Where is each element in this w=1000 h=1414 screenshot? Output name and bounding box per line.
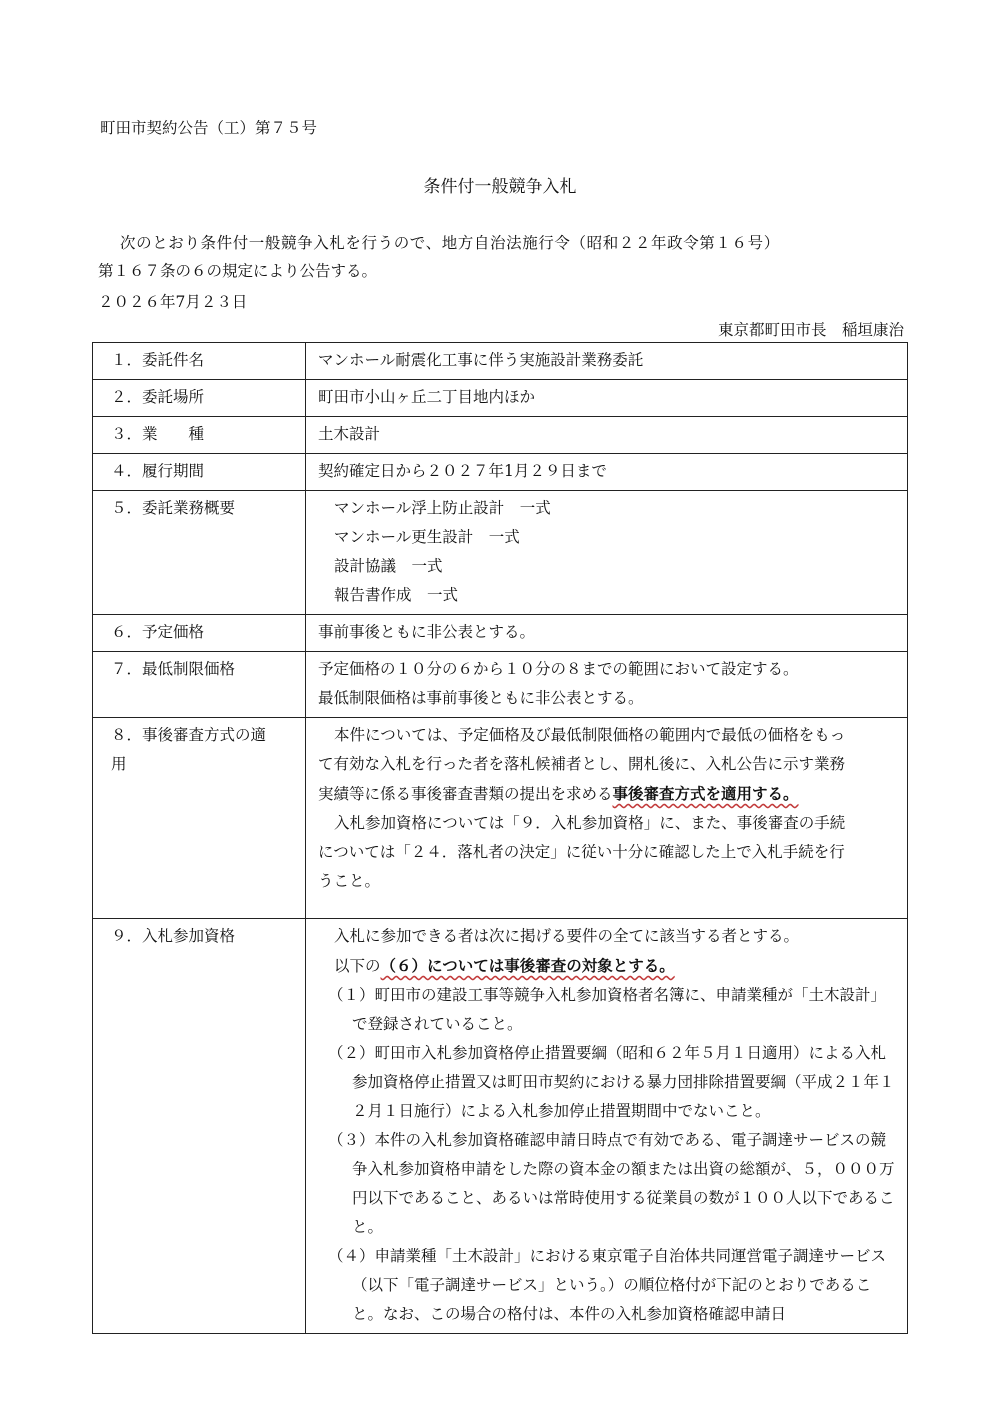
value-line: 入札参加資格については「９．入札参加資格」に、また、事後審査の手続 — [334, 814, 846, 832]
row-value — [306, 718, 908, 919]
row-label: １．委託件名 — [93, 343, 306, 380]
intro-line-1: 次のとおり条件付一般競争入札を行うので、地方自治法施行令（昭和２２年政令第１６号） — [120, 234, 780, 252]
row-label-line: ８．事後審査方式の適 — [111, 726, 267, 744]
document-title: 条件付一般競争入札 — [423, 177, 577, 197]
row-label: ６．予定価格 — [93, 615, 306, 652]
value-line: 入札に参加できる者は次に掲げる要件の全てに該当する者とする。 — [334, 927, 800, 945]
value-line: 予定価格の１０分の６から１０分の８までの範囲において設定する。 — [318, 660, 799, 678]
notice-number: 町田市契約公告（工）第７５号 — [100, 119, 318, 137]
row-label: ７．最低制限価格 — [93, 652, 306, 718]
table-row-eligibility — [93, 919, 908, 1334]
row-value — [306, 491, 908, 615]
row-value: 土木設計 — [306, 417, 908, 454]
value-line: については「２４．落札者の決定」に従い十分に確認した上で入札手続を行 — [318, 843, 845, 861]
row-label: ５．委託業務概要 — [93, 491, 306, 615]
value-line: うこと。 — [318, 872, 381, 890]
emphasized-text: （６）については事後審査の対象とする。 — [380, 956, 675, 975]
value-line: て有効な入札を行った者を落札候補者とし、開札後に、入札公告に示す業務 — [318, 755, 846, 773]
table-row-overview — [93, 491, 908, 615]
table-row-category — [93, 417, 908, 454]
contract-details-table — [92, 342, 908, 1334]
eligibility-item: （１）町田市の建設工事等競争入札参加資格者名簿に、申請業種が「土木設計」で登録されていること。 — [328, 986, 887, 1033]
plain-text: 以下の — [334, 957, 381, 975]
row-label: ９．入札参加資格 — [93, 919, 306, 1334]
row-value: マンホール耐震化工事に伴う実施設計業務委託 — [306, 343, 908, 380]
notice-date: ２０２６年7月２３日 — [98, 293, 248, 311]
eligibility-item: （２）町田市入札参加資格停止措置要綱（昭和６２年５月１日適用）による入札参加資格停止措置又は町田市契約における暴力団排除措置要綱（平成２１年１２月１日施行）による入札参加停止措置期間中でないこと。 — [328, 1044, 895, 1120]
emphasized-text: 事後審査方式を適用する。 — [612, 784, 799, 803]
table-row-period — [93, 454, 908, 491]
intro-line-2: 第１６７条の６の規定により公告する。 — [98, 262, 378, 280]
table-row-minimum-price — [93, 652, 908, 718]
row-value: 契約確定日から２０２７年1月２９日まで — [306, 454, 908, 491]
value-line — [318, 951, 901, 981]
row-label: ２．委託場所 — [93, 380, 306, 417]
row-label — [93, 718, 306, 919]
table-row-location — [93, 380, 908, 417]
overview-item: 設計協議 一式 — [334, 557, 443, 575]
row-value — [306, 919, 908, 1334]
table-row-subject — [93, 343, 908, 380]
row-label-line: 用 — [111, 755, 127, 773]
eligibility-item: （３）本件の入札参加資格確認申請日時点で有効である、電子調達サービスの競争入札参加資格申請をした際の資本金の額または出資の総額が、５，０００万円以下であること、あるいは常時使用する従業員の数が１００人以下であること。 — [328, 1131, 895, 1236]
value-line: 最低制限価格は事前事後ともに非公表とする。 — [318, 689, 644, 707]
row-value: 町田市小山ヶ丘二丁目地内ほか — [306, 380, 908, 417]
overview-item: マンホール浮上防止設計 一式 — [334, 499, 551, 517]
overview-item: 報告書作成 一式 — [334, 586, 459, 604]
row-value — [306, 652, 908, 718]
row-label: ４．履行期間 — [93, 454, 306, 491]
row-value: 事前事後ともに非公表とする。 — [306, 615, 908, 652]
table-row-post-review — [93, 718, 908, 919]
row-label: ３．業 種 — [93, 417, 306, 454]
eligibility-item: （４）申請業種「土木設計」における東京電子自治体共同運営電子調達サービス（以下「電子調達サービス」という。）の順位格付が下記のとおりであること。なお、この場合の格付は、本件の入札参加資格確認申請日 — [328, 1247, 887, 1323]
plain-text: 実績等に係る事後審査書類の提出を求める — [318, 785, 613, 803]
signatory: 東京都町田市長 稲垣康治 — [717, 321, 904, 339]
value-line: 本件については、予定価格及び最低制限価格の範囲内で最低の価格をもっ — [334, 726, 846, 744]
overview-item: マンホール更生設計 一式 — [334, 528, 520, 546]
value-line — [318, 779, 901, 809]
row-spacer — [318, 896, 901, 914]
table-row-planned-price — [93, 615, 908, 652]
